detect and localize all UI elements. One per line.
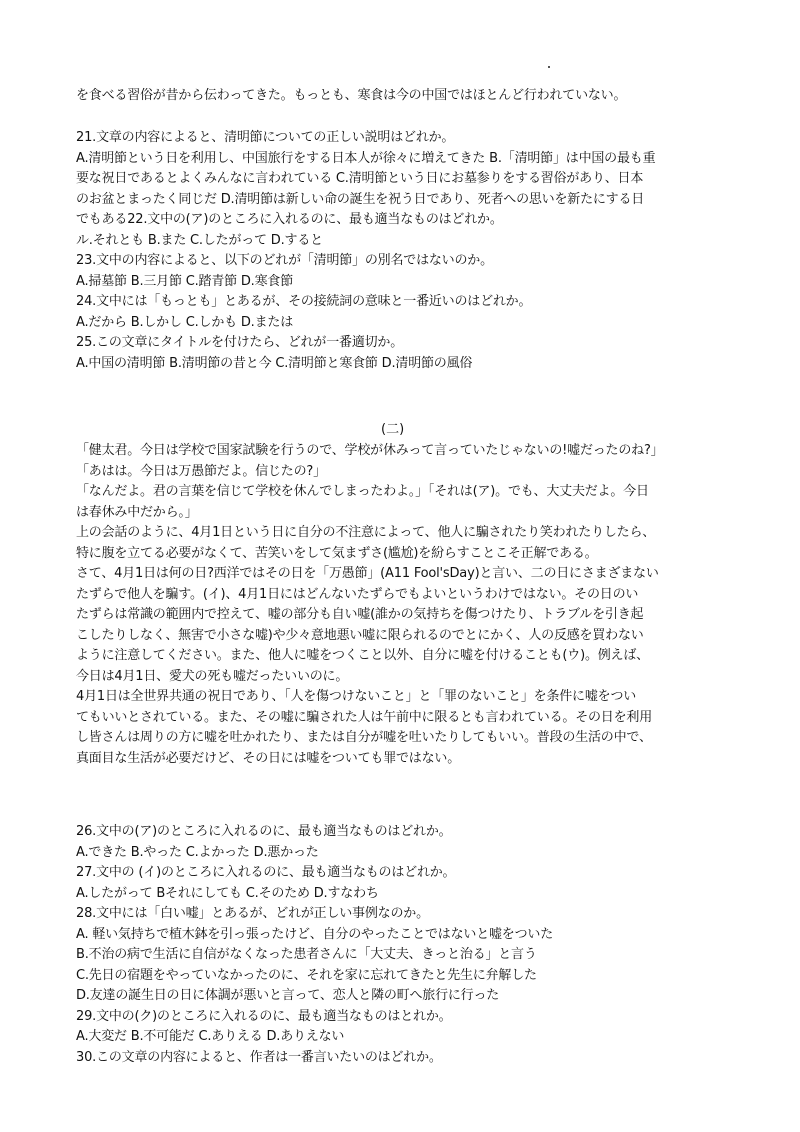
question-28: 28.文中には「白い嘘」とあるが、どれが正しい事例なのか。 bbox=[76, 906, 429, 921]
text-line: A.清明節という日を利用し、中国旅行をする日本人が徐々に増えてきた B.「清明節」は中国の最も重 bbox=[76, 150, 656, 166]
text-line: のお盆とまったく同じだ D.清明節は新しい命の誕生を祝う日であり、死者への思いを新たにする日 bbox=[76, 191, 645, 207]
answer-option-28b: B.不治の病で生活に自信がなくなった患者さんに「大丈夫、きっと治る」と言う bbox=[76, 947, 537, 962]
text-line: てもいいとされている。また、その嘘に騙された人は午前中に限るとも言われている。その日を利用 bbox=[76, 709, 653, 725]
text-line: し皆さんは周りの方に嘘を吐かれたり、または自分が嘘を吐いたりしてもいい。普段の生活の中で、 bbox=[76, 730, 652, 745]
text-line: たずらで他人を騙す。(イ)、4月1日にはどんないたずらでもよいというわけではない。その日のい bbox=[76, 586, 639, 602]
answer-options-29: A.大変だ B.不可能だ C.ありえる D.ありえない bbox=[76, 1029, 345, 1044]
answer-option-28d: D.友達の誕生日の日に体調が悪いと言って、恋人と隣の町へ旅行に行った bbox=[76, 988, 500, 1003]
text-line: たずらは常識の範囲内で控えて、嘘の部分も自い嘘(誰かの気持ちを傷つけたり、トラブルを引き起 bbox=[76, 607, 644, 622]
answer-options-27: A.したがって Bそれにしても C.そのため D.すなわち bbox=[76, 885, 379, 901]
reading-passage bbox=[76, 441, 726, 769]
text-line: 特に腹を立てる必要がなくて、苦笑いをして気まずさ(尴尬)を紛らすことこそ正解である。 bbox=[76, 545, 598, 561]
question-24: 24.文中には「もっとも」とあるが、その接続詞の意味と一番近いのはどれか。 bbox=[76, 294, 532, 309]
intro-paragraph bbox=[76, 86, 726, 107]
text-line: 今日は4月1日、愛犬の死も嘘だったいいのに。 bbox=[76, 668, 349, 684]
question-23: 23.文中の内容によると、以下のどれが「清明節」の別名ではないのか。 bbox=[76, 253, 493, 268]
question-21: 21.文章の内容によると、清明節についての正しい説明はどれか。 bbox=[76, 130, 455, 145]
answer-options-23: A.掃墓節 B.三月節 C.踏青節 D.寒食節 bbox=[76, 273, 293, 289]
dialogue-line: は春休み中だから。」 bbox=[76, 504, 198, 520]
text-line: 要な祝日であるとよくみんなに言われている C.清明節という日にお墓参りをする習俗があり、日本 bbox=[76, 171, 644, 186]
answer-options-25: A.中国の清明節 B.清明節の昔と今 C.清明節と寒食節 D.清明節の風俗 bbox=[76, 355, 473, 371]
text-line: 真面目な生活が必要だけど、その日には嘘をついても罪ではない。 bbox=[76, 750, 461, 766]
question-22: でもある22.文中の(ア)のところに入れるのに、最も適当なものはどれか。 bbox=[76, 212, 503, 227]
question-30: 30.この文章の内容によると、作者は一番言いたいのはどれか。 bbox=[76, 1049, 442, 1065]
dialogue-line: 「あはは。今日は万愚節だよ。信じたの?」 bbox=[76, 463, 326, 479]
question-29: 29.文中の(ク)のところに入れるのに、最も適当なものはとれか。 bbox=[76, 1008, 452, 1024]
text-line: 4月1日は全世界共通の祝日であり、「人を傷つけないこと」と「罪のないこと」を条件に嘘をつい bbox=[76, 689, 637, 704]
answer-options-22: ル.それとも B.また C.したがって D.すると bbox=[76, 232, 323, 248]
text-line: を食べる習俗が昔から伝わってきた。もっとも、寒食は今の中国ではほとんど行われていない。 bbox=[76, 88, 627, 103]
dialogue-line: 「健太君。今日は学校で国家試験を行うので、学校が休みって言っていたじゃないの!嘘だったのね?」 bbox=[76, 443, 664, 458]
text-line: こしたりしなく、無害で小さな嘘)や少々意地悪い嘘に限られるのでとにかく、人の反感を買わない bbox=[76, 627, 644, 643]
question-27: 27.文中の (イ)のところに入れるのに、最も適当なものはどれか。 bbox=[76, 865, 456, 880]
scan-speck bbox=[548, 66, 550, 68]
questions-21-25 bbox=[76, 128, 726, 374]
answer-option-28a: A. 軽い気持ちで植木鉢を引っ張ったけど、自分のやったことではないと嘘をついた bbox=[76, 926, 553, 942]
text-line: 上の会話のように、4月1日という日に自分の不注意によって、他人に騙されたり笑われたりしたら、 bbox=[76, 525, 656, 540]
answer-options-24: A.だから B.しかし C.しかも D.または bbox=[76, 314, 293, 330]
questions-26-30 bbox=[76, 822, 726, 1068]
text-line: ように注意してください。また、他人に嘘をつくこと以外、自分に嘘を付けることも(ウ)。例えば、 bbox=[76, 648, 649, 663]
question-26: 26.文中の(ア)のところに入れるのに、最も適当なものはどれか。 bbox=[76, 824, 452, 839]
question-25: 25.この文章にタイトルを付けたら、どれが一番適切か。 bbox=[76, 335, 404, 350]
dialogue-line: 「なんだよ。君の言葉を信じて学校を休んでしまったわよ。」「それは(ア)。でも、大丈夫だよ。今日 bbox=[76, 484, 649, 499]
text-line: さて、4月1日は何の日?西洋ではその日を「万愚節」(A11 Fool'sDay)と言い、二の日にさまざまない bbox=[76, 566, 659, 581]
answer-options-26: A.できた B.やった C.よかった D.悪かった bbox=[76, 844, 319, 860]
section-heading: (二) bbox=[381, 422, 405, 437]
answer-option-28c: C.先日の宿題をやっていなかったのに、それを家に忘れてきたと先生に弁解した bbox=[76, 967, 537, 983]
